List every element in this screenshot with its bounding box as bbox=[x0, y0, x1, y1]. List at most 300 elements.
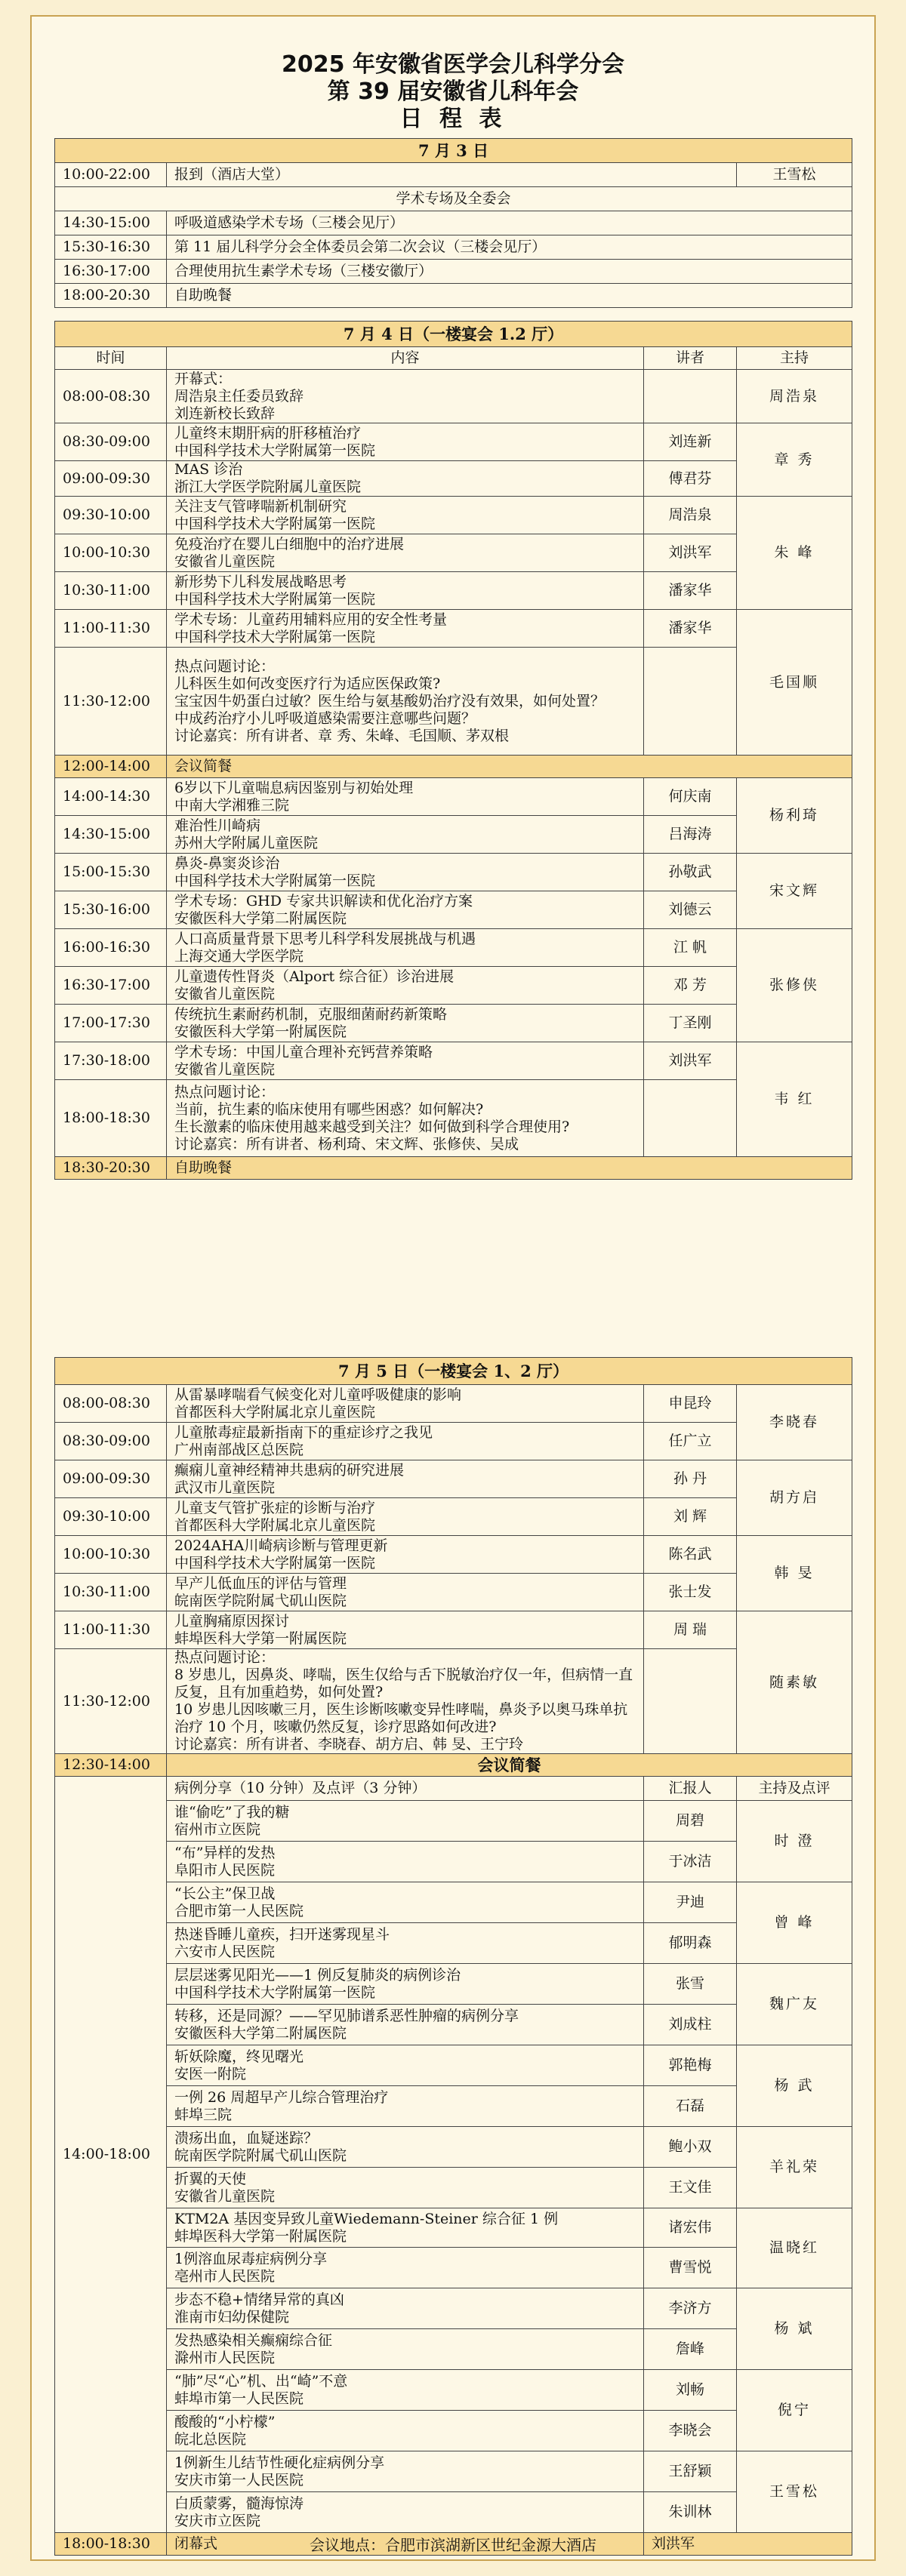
session-row bbox=[55, 891, 852, 929]
content-line: 溃疡出血，血疑迷踪？ bbox=[174, 2129, 319, 2147]
reporter-cell: 石磊 bbox=[644, 2086, 737, 2127]
session-row bbox=[55, 1536, 852, 1574]
speaker-cell: 丁圣刚 bbox=[644, 1005, 737, 1042]
content-line: 学术专场：儿童药用辅料应用的安全性考量 bbox=[174, 611, 448, 628]
time-cell: 12:30-14:00 bbox=[55, 1754, 167, 1777]
session-row bbox=[55, 816, 852, 854]
speaker-cell: 申昆玲 bbox=[644, 1385, 737, 1423]
time-cell: 18:00-18:30 bbox=[55, 2533, 167, 2556]
host-cell: 随素敏 bbox=[737, 1611, 852, 1754]
time-cell: 08:00-08:30 bbox=[55, 370, 167, 423]
closing-speaker: 刘洪军 bbox=[644, 2533, 852, 2556]
time-cell: 17:00-17:30 bbox=[55, 1005, 167, 1042]
speaker-cell: 张士发 bbox=[644, 1574, 737, 1611]
session-row bbox=[55, 1574, 852, 1611]
reporter-cell: 李晓会 bbox=[644, 2411, 737, 2451]
case-content-cell bbox=[167, 2168, 644, 2208]
header-speaker: 讲者 bbox=[644, 347, 737, 370]
session-row bbox=[55, 1423, 852, 1460]
content-line: 首都医科大学附属北京儿童医院 bbox=[174, 1516, 376, 1534]
speaker-cell: 吕海涛 bbox=[644, 816, 737, 854]
title-line2: 第 39 届安徽省儿科年会 bbox=[327, 78, 579, 105]
case-row bbox=[55, 2492, 852, 2533]
title-line3: 日 程 表 bbox=[399, 106, 507, 132]
case-row bbox=[55, 2288, 852, 2329]
content-cell bbox=[167, 1498, 644, 1536]
day1-table bbox=[54, 138, 852, 308]
title-line1: 2025 年安徽省医学会儿科学分会 bbox=[282, 51, 624, 78]
content-line: 人口高质量背景下思考儿科学科发展挑战与机遇 bbox=[174, 930, 476, 947]
speaker-cell: 刘 辉 bbox=[644, 1498, 737, 1536]
content-line: 谁“偷吃”了我的糖 bbox=[174, 1803, 290, 1820]
content-line: 中国科学技术大学附属第一医院 bbox=[174, 1554, 376, 1571]
content-line: 一例 26 周超早产儿综合管理治疗 bbox=[174, 2088, 389, 2106]
case-row bbox=[55, 1801, 852, 1842]
content-line: 免疫治疗在婴儿白细胞中的治疗进展 bbox=[174, 535, 405, 552]
case-content-cell bbox=[167, 1842, 644, 1882]
content-cell bbox=[167, 1536, 644, 1574]
content-line: 儿童终末期肝病的肝移植治疗 bbox=[174, 424, 362, 442]
case-row bbox=[55, 2045, 852, 2086]
case-host-cell: 时 澄 bbox=[737, 1801, 852, 1882]
content-line: 中南大学湘雅三院 bbox=[174, 796, 290, 814]
session-row bbox=[55, 423, 852, 461]
dinner-cell: 自助晚餐 bbox=[167, 1157, 852, 1180]
content-line: 热迷昏睡儿童疾，扫开迷雾现星斗 bbox=[174, 1925, 390, 1943]
content-line: 安徽省儿童医院 bbox=[174, 2187, 276, 2205]
case-host-header: 主持及点评 bbox=[737, 1777, 852, 1801]
content-cell: 自助晚餐 bbox=[167, 284, 852, 308]
content-cell bbox=[167, 1423, 644, 1460]
content-line: 中国科学技术大学附属第一医院 bbox=[174, 1984, 376, 2001]
day3-date: 7 月 5 日（一楼宴会 1、2 厅） bbox=[55, 1358, 852, 1385]
time-cell: 12:00-14:00 bbox=[55, 756, 167, 778]
content-line: 新形势下儿科发展战略思考 bbox=[174, 573, 347, 590]
content-line: 讨论嘉宾：所有讲者、章 秀、朱峰、毛国顺、茅双根 bbox=[174, 727, 510, 744]
time-cell: 11:00-11:30 bbox=[55, 1611, 167, 1649]
session-row bbox=[55, 1005, 852, 1042]
session-row bbox=[55, 1498, 852, 1536]
case-row bbox=[55, 2168, 852, 2208]
case-row bbox=[55, 2451, 852, 2492]
time-cell: 09:00-09:30 bbox=[55, 461, 167, 497]
time-cell: 16:00-16:30 bbox=[55, 929, 167, 967]
content-line: 中国科学技术大学附属第一医院 bbox=[174, 628, 376, 645]
content-line: 中国科学技术大学附属第一医院 bbox=[174, 515, 376, 532]
speaker-cell: 何庆南 bbox=[644, 778, 737, 816]
host-cell: 张修侠 bbox=[737, 929, 852, 1042]
content-line: 开幕式： bbox=[174, 370, 233, 387]
day3-table bbox=[54, 1357, 852, 2556]
content-line: 儿科医生如何改变医疗行为适应医保政策? bbox=[174, 675, 441, 692]
speaker-cell: 江 帆 bbox=[644, 929, 737, 967]
content-line: “长公主”保卫战 bbox=[174, 1885, 276, 1902]
content-line: 儿童胸痛原因探讨 bbox=[174, 1612, 290, 1630]
host-cell: 毛国顺 bbox=[737, 610, 852, 756]
content-cell bbox=[167, 1649, 644, 1754]
content-cell bbox=[167, 778, 644, 816]
host-cell: 朱 峰 bbox=[737, 497, 852, 610]
content-line: 亳州市人民医院 bbox=[174, 2267, 276, 2285]
content-line: “布”异样的发热 bbox=[174, 1844, 276, 1861]
case-row bbox=[55, 2329, 852, 2370]
header-time: 时间 bbox=[55, 347, 167, 370]
session-row bbox=[55, 610, 852, 648]
speaker-cell: 傅君芬 bbox=[644, 461, 737, 497]
content-line: 学术专场：中国儿童合理补充钙营养策略 bbox=[174, 1043, 433, 1060]
speaker-cell: 陈名武 bbox=[644, 1536, 737, 1574]
case-content-cell bbox=[167, 2127, 644, 2168]
case-content-cell bbox=[167, 2492, 644, 2533]
case-content-cell bbox=[167, 2329, 644, 2370]
content-cell bbox=[167, 1460, 644, 1498]
content-line: 蚌埠市第一人民医院 bbox=[174, 2390, 304, 2407]
content-line: 讨论嘉宾：所有讲者、李晓春、胡方启、韩 旻、王宁玲 bbox=[174, 1736, 524, 1753]
content-line: 发热感染相关癫痫综合征 bbox=[174, 2331, 333, 2349]
content-line: 斩妖除魔，终见曙光 bbox=[174, 2048, 304, 2065]
content-line: 安庆市立医院 bbox=[174, 2512, 261, 2529]
case-content-cell bbox=[167, 2045, 644, 2086]
content-line: 皖南医学院附属弋矶山医院 bbox=[174, 1592, 347, 1609]
content-line: 安庆市第一人民医院 bbox=[174, 2471, 304, 2488]
time-cell: 18:00-20:30 bbox=[55, 284, 167, 308]
content-line: 步态不稳+情绪异常的真凶 bbox=[174, 2291, 344, 2308]
content-line: 层层迷雾见阳光——1 例反复肺炎的病例诊治 bbox=[174, 1966, 461, 1984]
case-content-cell bbox=[167, 2288, 644, 2329]
content-cell bbox=[167, 816, 644, 854]
content-line: 鼻炎-鼻窦炎诊治 bbox=[174, 854, 280, 872]
time-cell: 08:00-08:30 bbox=[55, 1385, 167, 1423]
session-row bbox=[55, 1611, 852, 1649]
session-row bbox=[55, 461, 852, 497]
content-line: 安徽省儿童医院 bbox=[174, 552, 276, 570]
content-line: “肺”尽“心”机、出“崎”不意 bbox=[174, 2372, 348, 2390]
content-line: 1例溶血尿毒症病例分享 bbox=[174, 2250, 328, 2267]
case-content-cell bbox=[167, 2370, 644, 2411]
content-line: 淮南市妇幼保健院 bbox=[174, 2308, 290, 2325]
content-line: 热点问题讨论： bbox=[174, 657, 276, 675]
case-row bbox=[55, 1842, 852, 1882]
content-line: 关注支气管哮喘新机制研究 bbox=[174, 497, 347, 515]
speaker-cell: 邓 芳 bbox=[644, 967, 737, 1005]
speaker-cell bbox=[644, 370, 737, 423]
content-line: 儿童遗传性肾炎（Alport 综合征）诊治进展 bbox=[174, 968, 455, 985]
case-content-cell bbox=[167, 1923, 644, 1964]
session-row bbox=[55, 572, 852, 610]
time-cell: 17:30-18:00 bbox=[55, 1042, 167, 1080]
content-line: 刘连新校长致辞 bbox=[174, 405, 276, 422]
content-line: 早产儿低血压的评估与管理 bbox=[174, 1574, 347, 1592]
time-cell: 14:30-15:00 bbox=[55, 211, 167, 235]
case-row bbox=[55, 2370, 852, 2411]
content-line: 安徽医科大学第二附属医院 bbox=[174, 2024, 347, 2042]
content-line: 安徽省儿童医院 bbox=[174, 1060, 276, 1078]
host-cell: 章 秀 bbox=[737, 423, 852, 497]
content-line: 折翼的天使 bbox=[174, 2170, 247, 2187]
session-row bbox=[55, 534, 852, 572]
content-cell bbox=[167, 534, 644, 572]
content-line: 浙江大学医学院附属儿童医院 bbox=[174, 479, 362, 495]
case-host-cell: 杨 斌 bbox=[737, 2288, 852, 2370]
content-line: 六安市人民医院 bbox=[174, 1943, 276, 1960]
case-content-cell bbox=[167, 2411, 644, 2451]
case-row bbox=[55, 2127, 852, 2168]
case-content-cell bbox=[167, 1801, 644, 1842]
speaker-cell bbox=[644, 648, 737, 756]
content-line: 合肥市第一人民医院 bbox=[174, 1902, 304, 1919]
content-cell bbox=[167, 854, 644, 891]
content-line: 安徽省儿童医院 bbox=[174, 985, 276, 1002]
case-header: 病例分享（10 分钟）及点评（3 分钟） bbox=[167, 1777, 644, 1801]
content-line: 蚌埠医科大学第一附属医院 bbox=[174, 1630, 347, 1647]
content-line: 安徽医科大学第一附属医院 bbox=[174, 1023, 347, 1040]
host-cell: 周浩泉 bbox=[737, 370, 852, 423]
header-content: 内容 bbox=[167, 347, 644, 370]
case-row bbox=[55, 2208, 852, 2248]
host-cell: 王雪松 bbox=[737, 163, 852, 187]
content-line: 周浩泉主任委员致辞 bbox=[174, 387, 304, 405]
time-cell: 14:00-14:30 bbox=[55, 778, 167, 816]
content-cell bbox=[167, 1611, 644, 1649]
session-row bbox=[55, 648, 852, 756]
case-content-cell bbox=[167, 2005, 644, 2045]
content-cell bbox=[167, 891, 644, 929]
time-cell: 09:30-10:00 bbox=[55, 1498, 167, 1536]
content-line: 1例新生儿结节性硬化症病例分享 bbox=[174, 2454, 385, 2471]
time-cell: 16:30-17:00 bbox=[55, 260, 167, 284]
session-row bbox=[55, 778, 852, 816]
reporter-cell: 周碧 bbox=[644, 1801, 737, 1842]
time-cell: 11:30-12:00 bbox=[55, 648, 167, 756]
content-line: 阜阳市人民医院 bbox=[174, 1861, 276, 1879]
content-cell bbox=[167, 423, 644, 461]
content-line: 转移，还是同源？——罕见肺谱系恶性肿瘤的病例分享 bbox=[174, 2007, 519, 2024]
session-row bbox=[55, 1385, 852, 1423]
time-cell: 11:30-12:00 bbox=[55, 1649, 167, 1754]
content-line: 癫痫儿童神经精神共患病的研究进展 bbox=[174, 1461, 405, 1479]
header-host: 主持 bbox=[737, 347, 852, 370]
time-cell: 15:00-15:30 bbox=[55, 854, 167, 891]
host-cell: 韦 红 bbox=[737, 1042, 852, 1157]
day2-date: 7 月 4 日（一楼宴会 1.2 厅） bbox=[55, 322, 852, 347]
content-cell bbox=[167, 461, 644, 497]
reporter-cell: 曹雪悦 bbox=[644, 2248, 737, 2288]
reporter-cell: 鲍小双 bbox=[644, 2127, 737, 2168]
content-cell: 合理使用抗生素学术专场（三楼安徽厅） bbox=[167, 260, 852, 284]
content-line: 6岁以下儿童喘息病因鉴别与初始处理 bbox=[174, 779, 414, 796]
content-line: 上海交通大学医学院 bbox=[174, 947, 304, 965]
reporter-cell: 詹峰 bbox=[644, 2329, 737, 2370]
session-row bbox=[55, 1649, 852, 1754]
content-line: 广州南部战区总医院 bbox=[174, 1441, 304, 1458]
content-cell: 报到（酒店大堂） bbox=[167, 163, 737, 187]
case-row bbox=[55, 1923, 852, 1964]
time-cell: 10:30-11:00 bbox=[55, 1574, 167, 1611]
closing-cell: 闭幕式 bbox=[167, 2533, 644, 2556]
reporter-cell: 王文佳 bbox=[644, 2168, 737, 2208]
time-cell: 09:00-09:30 bbox=[55, 1460, 167, 1498]
day1-date: 7 月 3 日 bbox=[55, 139, 852, 163]
time-cell: 09:30-10:00 bbox=[55, 497, 167, 534]
day2-table bbox=[54, 321, 852, 1180]
content-cell bbox=[167, 1385, 644, 1423]
content-cell bbox=[167, 1005, 644, 1042]
case-host-cell: 王雪松 bbox=[737, 2451, 852, 2533]
speaker-cell: 刘德云 bbox=[644, 891, 737, 929]
speaker-cell: 孙 丹 bbox=[644, 1460, 737, 1498]
host-cell: 韩 旻 bbox=[737, 1536, 852, 1611]
case-reporter-header: 汇报人 bbox=[644, 1777, 737, 1801]
time-cell: 10:00-10:30 bbox=[55, 1536, 167, 1574]
content-cell bbox=[167, 1080, 644, 1157]
speaker-cell: 潘家华 bbox=[644, 572, 737, 610]
day1-section: 学术专场及全委会 bbox=[55, 187, 852, 211]
content-cell bbox=[167, 497, 644, 534]
content-line: 首都医科大学附属北京儿童医院 bbox=[174, 1403, 376, 1420]
speaker-cell: 周浩泉 bbox=[644, 497, 737, 534]
speaker-cell bbox=[644, 1080, 737, 1157]
reporter-cell: 刘成柱 bbox=[644, 2005, 737, 2045]
case-host-cell: 倪宁 bbox=[737, 2370, 852, 2451]
session-row bbox=[55, 370, 852, 423]
content-cell bbox=[167, 370, 644, 423]
speaker-cell: 周 瑞 bbox=[644, 1611, 737, 1649]
case-content-cell bbox=[167, 2248, 644, 2288]
case-row bbox=[55, 1882, 852, 1923]
time-cell: 10:00-10:30 bbox=[55, 534, 167, 572]
case-host-cell: 羊礼荣 bbox=[737, 2127, 852, 2208]
session-row bbox=[55, 929, 852, 967]
content-line: 当前，抗生素的临床使用有哪些困惑？如何解决? bbox=[174, 1100, 484, 1118]
speaker-cell: 刘洪军 bbox=[644, 1042, 737, 1080]
content-cell bbox=[167, 610, 644, 648]
case-content-cell bbox=[167, 1882, 644, 1923]
content-cell bbox=[167, 967, 644, 1005]
content-line: 10 岁患儿因咳嗽三月，医生诊断咳嗽变异性哮喘，鼻炎予以奥马珠单抗治疗 10 个月，咳嗽仍然反复，诊疗思路如何改进? bbox=[174, 1701, 628, 1735]
speaker-cell bbox=[644, 1649, 737, 1754]
speaker-cell: 刘洪军 bbox=[644, 534, 737, 572]
case-time-cell: 14:00-18:00 bbox=[55, 1777, 167, 2533]
time-cell: 08:30-09:00 bbox=[55, 423, 167, 461]
content-line: 从雷暴哮喘看气候变化对儿童呼吸健康的影响 bbox=[174, 1386, 462, 1403]
reporter-cell: 刘畅 bbox=[644, 2370, 737, 2411]
reporter-cell: 尹迪 bbox=[644, 1882, 737, 1923]
reporter-cell: 李济方 bbox=[644, 2288, 737, 2329]
case-row bbox=[55, 1964, 852, 2005]
time-cell: 10:00-22:00 bbox=[55, 163, 167, 187]
case-row bbox=[55, 2248, 852, 2288]
case-content-cell bbox=[167, 1964, 644, 2005]
content-line: 8 岁患儿，因鼻炎、哮喘，医生仅给与舌下脱敏治疗仅一年，但病情一直反复，且有加重趋势，如何处置? bbox=[174, 1667, 633, 1700]
content-line: KTM2A 基因变异致儿童Wiedemann-Steiner 综合征 1 例 bbox=[174, 2210, 559, 2227]
speaker-cell: 刘连新 bbox=[644, 423, 737, 461]
time-cell: 14:30-15:00 bbox=[55, 816, 167, 854]
reporter-cell: 朱训林 bbox=[644, 2492, 737, 2533]
content-line: 中国科学技术大学附属第一医院 bbox=[174, 872, 376, 889]
content-line: 苏州大学附属儿童医院 bbox=[174, 834, 319, 851]
speaker-cell: 孙敬武 bbox=[644, 854, 737, 891]
case-content-cell bbox=[167, 2086, 644, 2127]
case-host-cell: 魏广友 bbox=[737, 1964, 852, 2045]
case-row bbox=[55, 2005, 852, 2045]
session-row bbox=[55, 1460, 852, 1498]
time-cell: 18:30-20:30 bbox=[55, 1157, 167, 1180]
host-cell: 李晓春 bbox=[737, 1385, 852, 1460]
content-line: 儿童支气管扩张症的诊断与治疗 bbox=[174, 1499, 376, 1516]
content-line: 白质蒙雾，髓海惊涛 bbox=[174, 2494, 304, 2512]
session-row bbox=[55, 854, 852, 891]
host-cell: 杨利琦 bbox=[737, 778, 852, 854]
host-cell: 胡方启 bbox=[737, 1460, 852, 1536]
case-host-cell: 曾 峰 bbox=[737, 1882, 852, 1964]
lunch-cell: 会议简餐 bbox=[167, 1754, 852, 1777]
content-line: 儿童脓毒症最新指南下的重症诊疗之我见 bbox=[174, 1423, 433, 1441]
session-row bbox=[55, 497, 852, 534]
content-line: 安徽医科大学第二附属医院 bbox=[174, 909, 347, 927]
content-line: 蚌埠医科大学第一附属医院 bbox=[174, 2227, 347, 2245]
reporter-cell: 诸宏伟 bbox=[644, 2208, 737, 2248]
content-line: 酸酸的“小柠檬” bbox=[174, 2413, 276, 2430]
time-cell: 15:30-16:00 bbox=[55, 891, 167, 929]
content-line: 传统抗生素耐药机制，克服细菌耐药新策略 bbox=[174, 1005, 448, 1023]
session-row bbox=[55, 967, 852, 1005]
case-row bbox=[55, 2411, 852, 2451]
content-cell bbox=[167, 1042, 644, 1080]
content-cell: 第 11 届儿科学分会全体委员会第二次会议（三楼会见厅） bbox=[167, 235, 852, 260]
content-line: 宿州市立医院 bbox=[174, 1820, 261, 1838]
time-cell: 16:30-17:00 bbox=[55, 967, 167, 1005]
content-line: 难治性川崎病 bbox=[174, 817, 261, 834]
content-line: 宝宝因牛奶蛋白过敏？医生给与氨基酸奶治疗没有效果，如何处置？ bbox=[174, 692, 606, 709]
speaker-cell: 潘家华 bbox=[644, 610, 737, 648]
session-row bbox=[55, 1080, 852, 1157]
reporter-cell: 郁明森 bbox=[644, 1923, 737, 1964]
content-cell: 呼吸道感染学术专场（三楼会见厅） bbox=[167, 211, 852, 235]
content-line: 热点问题讨论： bbox=[174, 1649, 276, 1666]
time-cell: 18:00-18:30 bbox=[55, 1080, 167, 1157]
content-line: MAS 诊治 bbox=[174, 461, 243, 478]
content-cell bbox=[167, 572, 644, 610]
case-content-cell bbox=[167, 2451, 644, 2492]
time-cell: 08:30-09:00 bbox=[55, 1423, 167, 1460]
content-cell bbox=[167, 1574, 644, 1611]
content-line: 2024AHA川崎病诊断与管理更新 bbox=[174, 1537, 388, 1554]
case-row bbox=[55, 2086, 852, 2127]
content-line: 武汉市儿童医院 bbox=[174, 1479, 276, 1496]
case-host-cell: 杨 武 bbox=[737, 2045, 852, 2127]
time-cell: 11:00-11:30 bbox=[55, 610, 167, 648]
host-cell: 宋文辉 bbox=[737, 854, 852, 929]
content-line: 中国科学技术大学附属第一医院 bbox=[174, 590, 376, 608]
reporter-cell: 于冰洁 bbox=[644, 1842, 737, 1882]
reporter-cell: 郭艳梅 bbox=[644, 2045, 737, 2086]
time-cell: 10:30-11:00 bbox=[55, 572, 167, 610]
content-line: 安医一附院 bbox=[174, 2065, 247, 2082]
speaker-cell: 任广立 bbox=[644, 1423, 737, 1460]
content-line: 皖北总医院 bbox=[174, 2430, 247, 2448]
content-line: 生长激素的临床使用越来越受到关注？如何做到科学合理使用? bbox=[174, 1118, 570, 1135]
venue-footer: 会议地点：合肥市滨湖新区世纪金源大酒店 bbox=[310, 2536, 596, 2554]
lunch-cell: 会议简餐 bbox=[167, 756, 852, 778]
session-row bbox=[55, 1042, 852, 1080]
case-content-cell bbox=[167, 2208, 644, 2248]
content-line: 中成药治疗小儿呼吸道感染需要注意哪些问题？ bbox=[174, 709, 476, 727]
case-host-cell: 温晓红 bbox=[737, 2208, 852, 2288]
content-cell bbox=[167, 929, 644, 967]
content-line: 热点问题讨论： bbox=[174, 1083, 276, 1100]
content-line: 皖南医学院附属弋矶山医院 bbox=[174, 2147, 347, 2164]
reporter-cell: 张雪 bbox=[644, 1964, 737, 2005]
